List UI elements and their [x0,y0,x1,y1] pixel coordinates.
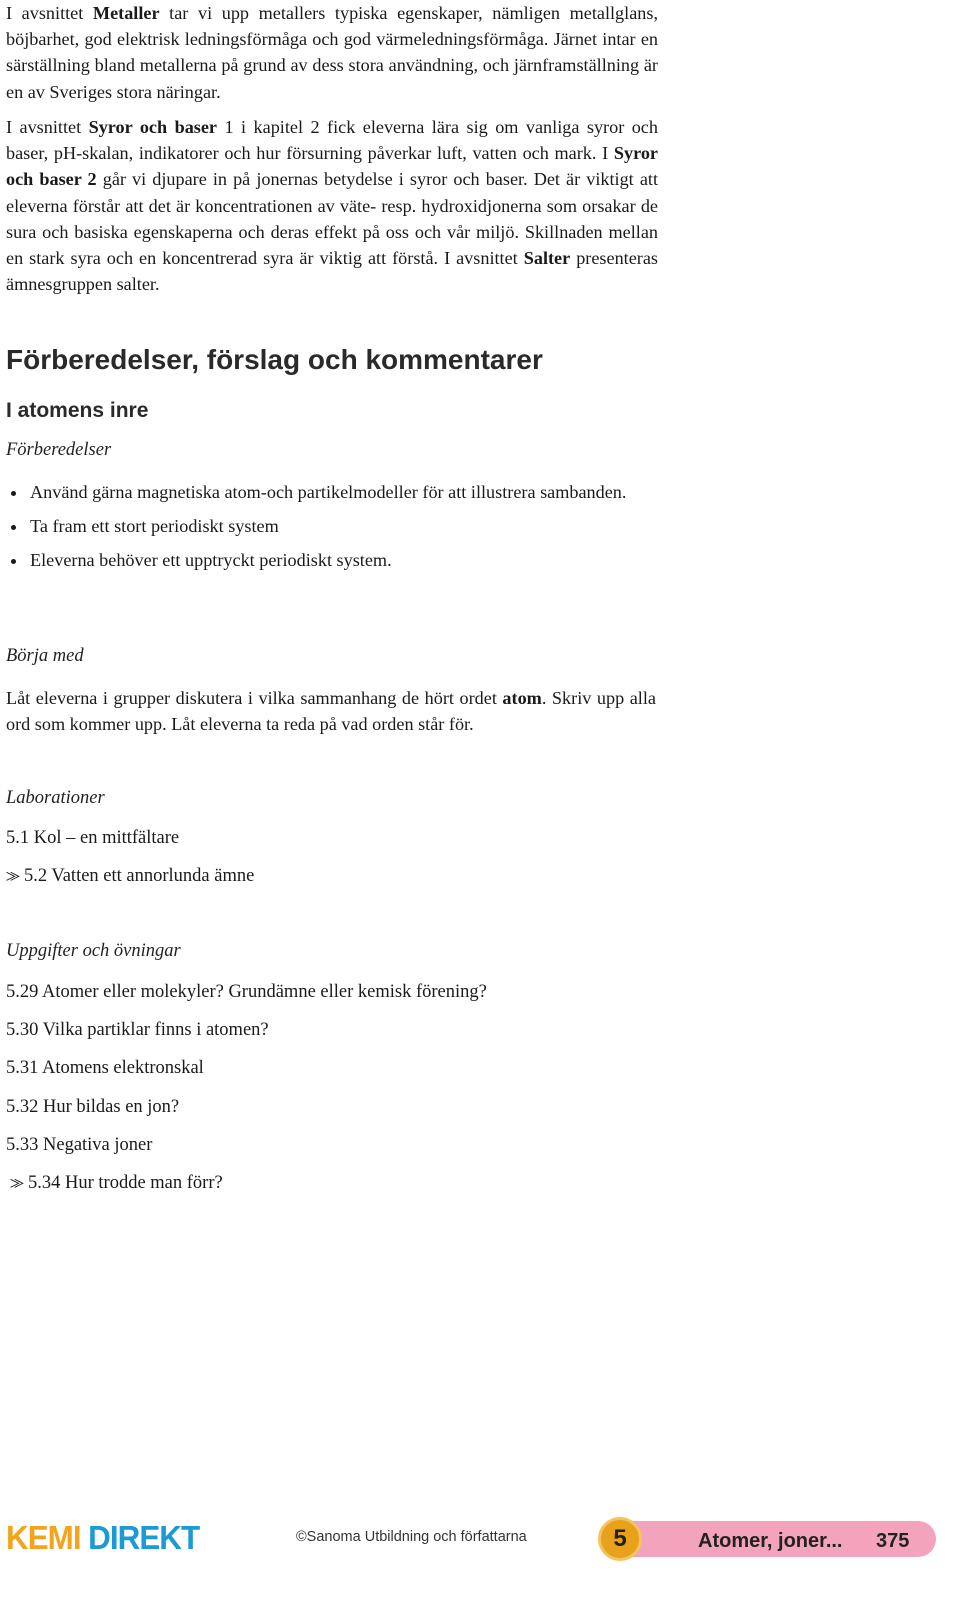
exercise-item-text: 5.31 Atomens elektronskal [6,1058,204,1078]
section-heading: Förberedelser, förslag och kommentarer [6,344,543,375]
arrow-right-icon: ⨠ [6,869,21,883]
chapter-title: Atomer, joner... [698,1530,843,1552]
list-item [6,513,646,539]
start-label: Börja med [6,646,84,666]
chapter-number-badge: 5 [598,1517,642,1561]
list-item [6,547,646,573]
labs-label: Laborationer [6,788,105,808]
exercise-item-text: 5.34 Hur trodde man förr? [28,1173,223,1193]
bold-term: Metaller [92,3,160,23]
bullet-icon [11,525,16,530]
subsection-heading: I atomens inre [6,399,149,422]
copyright-text: ©Sanoma Utbildning och författarna [296,1529,527,1545]
bullet-icon [11,491,16,496]
lab-item[interactable] [6,825,179,851]
exercise-item-text: 5.30 Vilka partiklar finns i atomen? [6,1020,269,1040]
list-item-text: Ta fram ett stort periodiskt system [30,516,279,537]
list-item-text: Eleverna behöver ett upptryckt periodiskt system. [30,550,392,571]
list-item-text: Använd gärna magnetiska atom-och partikelmodeller för att illustrera sambanden. [30,482,627,502]
text-run: går vi djupare in på jonernas betydelse i syror och baser. Det är viktigt att eleverna förstår att det är koncentrationen av väte- resp. hydroxidjonerna som orsakar de sura och basiska egenskaperna och deras effekt på oss och vår miljö. Skillnaden mellan en stark syra och en koncentrerad syra är viktig att förstå. I avsnittet [6,169,658,269]
exercise-item[interactable] [6,1132,152,1158]
logo-direkt-text: DIREKT [88,1519,200,1556]
page-number: 375 [876,1530,910,1552]
list-item [6,479,646,505]
bullet-icon [11,559,16,564]
intro-paragraph-metals [6,0,658,105]
bold-term: Syror och baser 2 [6,143,658,190]
exercise-item[interactable] [6,1055,204,1081]
exercise-item[interactable] [6,1094,179,1120]
exercises-label: Uppgifter och övningar [6,941,181,961]
lab-item[interactable] [6,863,254,889]
text-run: Låt eleverna i grupper diskutera i vilka sammanhang de hört ordet [6,688,503,708]
text-run: tar vi upp metallers typiska egenskaper, nämligen metallglans, böjbarhet, god elektrisk ledningsförmåga och god värmeledningsförmåga. Järnet intar en särställning bland metallerna på grund av dess stora användning, och järnframställning är en av Sveriges stora näringar. [6,3,658,102]
intro-paragraph-acids [6,114,658,297]
exercise-item-text: 5.29 Atomer eller molekyler? Grundämne eller kemisk förening? [6,982,487,1002]
lab-item-text: 5.2 Vatten ett annorlunda ämne [24,866,255,886]
bold-term: atom [502,688,542,708]
arrow-right-icon: ⨠ [10,1176,25,1190]
preparations-list [6,479,646,574]
text-run: . Skriv upp alla ord som kommer upp. Låt eleverna ta reda på vad orden står för. [6,688,656,735]
exercise-item[interactable] [10,1170,223,1196]
text-run: 1 i kapitel 2 fick eleverna lära sig om vanliga syror och baser, pH-skalan, indikatorer och hur försurning påverkar luft, vatten och mark. I [6,117,658,164]
lab-item-text: 5.1 Kol – en mittfältare [6,828,180,848]
kemi-direkt-logo [6,1519,199,1557]
preparations-label: Förberedelser [6,440,112,460]
text-run: I avsnittet [6,117,89,137]
text-run: I avsnittet [6,3,93,23]
exercise-item[interactable] [6,979,487,1005]
exercise-item-text: 5.33 Negativa joner [6,1135,153,1155]
exercise-item[interactable] [6,1017,269,1043]
logo-kemi-text: KEMI [6,1519,81,1556]
bold-term: Salter [523,248,571,269]
start-paragraph [6,685,656,737]
page-footer [0,1515,960,1565]
exercise-item-text: 5.32 Hur bildas en jon? [6,1097,180,1117]
bold-term: Syror och baser [88,117,218,137]
text-run: presenteras ämnesgruppen salter. [6,248,658,295]
